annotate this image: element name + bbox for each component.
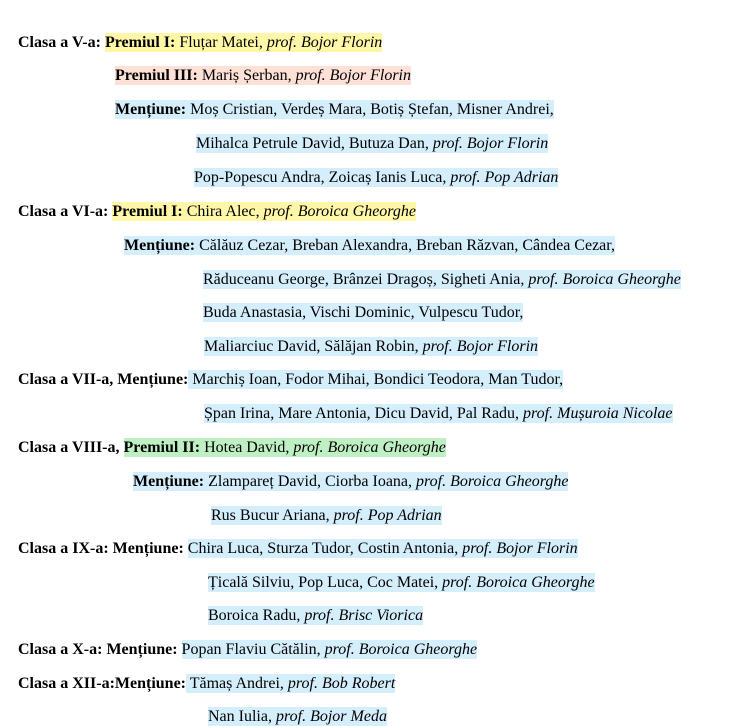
student-names: Călăuz Cezar, Breban Alexandra, Breban Răzvan, Cândea Cezar, bbox=[195, 237, 615, 254]
teacher-name: prof. Boroica Gheorghe bbox=[324, 641, 478, 658]
class-label: Clasa a VIII-a, bbox=[18, 439, 124, 456]
class-label: Clasa a VI-a: bbox=[18, 203, 113, 220]
student-names: Moș Cristian, Verdeș Mara, Botiș Ștefan, Misner Andrei, bbox=[186, 101, 554, 118]
row-continuation bbox=[194, 168, 558, 187]
award-highlight bbox=[203, 270, 681, 289]
row-mentiune-viii bbox=[133, 472, 568, 491]
row-clasa-ix bbox=[18, 539, 578, 558]
award-highlight bbox=[208, 606, 423, 625]
award-highlight bbox=[124, 236, 615, 255]
student-names: Boroica Radu, bbox=[208, 607, 305, 624]
award-highlight bbox=[194, 168, 558, 187]
row-continuation bbox=[204, 404, 673, 423]
teacher-name: prof. Pop Adrian bbox=[450, 169, 559, 186]
award-highlight bbox=[124, 438, 446, 457]
class-label: Clasa a X-a: Mențiune: bbox=[18, 641, 182, 658]
student-names: Rus Bucur Ariana, bbox=[211, 507, 334, 524]
student-names: Tămaș Andrei, bbox=[186, 675, 288, 692]
student-names: Nan Iulia, bbox=[208, 708, 276, 725]
class-label: Clasa a XII-a:Mențiune: bbox=[18, 675, 186, 692]
student-names: Chira Luca, Sturza Tudor, Costin Antonia, bbox=[187, 540, 463, 557]
row-continuation bbox=[203, 303, 523, 322]
award-highlight bbox=[188, 370, 563, 389]
award-highlight bbox=[112, 202, 416, 221]
student-names: Maliarciuc David, Sălăjan Robin, bbox=[204, 338, 423, 355]
award-highlight bbox=[208, 707, 387, 726]
row-continuation bbox=[208, 606, 423, 625]
row-clasa-x bbox=[18, 640, 477, 659]
row-mentiune-v bbox=[115, 100, 554, 119]
student-names: Țicală Silviu, Pop Luca, Coc Matei, bbox=[208, 574, 443, 591]
teacher-name: prof. Bojor Florin bbox=[462, 540, 578, 557]
award-label: Mențiune: bbox=[133, 473, 205, 490]
student-names: Buda Anastasia, Vischi Dominic, Vulpescu Tudor, bbox=[203, 304, 524, 321]
teacher-name: prof. Bojor Florin bbox=[266, 34, 383, 51]
teacher-name: prof. Bojor Florin bbox=[422, 338, 539, 355]
student-names: Pop-Popescu Andra, Zoicaș Ianis Luca, bbox=[194, 169, 451, 186]
teacher-name: prof. Boroica Gheorghe bbox=[416, 473, 569, 490]
class-label: Clasa a V-a: bbox=[18, 34, 105, 51]
student-names: Zlampareț David, Ciorba Ioana, bbox=[204, 473, 417, 490]
award-highlight bbox=[186, 674, 395, 693]
row-clasa-viii bbox=[18, 438, 446, 457]
row-continuation bbox=[203, 270, 681, 289]
teacher-name: prof. Boroica Gheorghe bbox=[442, 574, 595, 591]
teacher-name: prof. Bojor Florin bbox=[295, 67, 411, 84]
student-names: Popan Flaviu Cătălin, bbox=[181, 641, 325, 658]
teacher-name: prof. Mușuroia Nicolae bbox=[523, 405, 673, 422]
award-highlight bbox=[115, 66, 411, 85]
teacher-name: prof. Bojor Florin bbox=[432, 135, 549, 152]
row-continuation bbox=[208, 573, 595, 592]
teacher-name: prof. Bob Robert bbox=[287, 675, 396, 692]
award-highlight bbox=[204, 337, 538, 356]
award-highlight bbox=[196, 134, 548, 153]
row-clasa-vii bbox=[18, 370, 563, 389]
row-mentiune-vi bbox=[124, 236, 615, 255]
award-highlight bbox=[133, 472, 568, 491]
teacher-name: prof. Boroica Gheorghe bbox=[293, 439, 446, 456]
student-names: Răduceanu George, Brânzei Dragoș, Sigheti Ania, bbox=[203, 271, 529, 288]
award-label: Premiul II: bbox=[123, 439, 201, 456]
award-label: Premiul I: bbox=[112, 203, 183, 220]
student-names: Marchiș Ioan, Fodor Mihai, Bondici Teodora, Man Tudor, bbox=[188, 371, 564, 388]
award-label: Premiul III: bbox=[115, 67, 198, 84]
award-highlight bbox=[105, 33, 382, 52]
class-label: Clasa a IX-a: Mențiune: bbox=[18, 540, 188, 557]
teacher-name: prof. Boroica Gheorghe bbox=[263, 203, 417, 220]
teacher-name: prof. Bojor Meda bbox=[275, 708, 387, 725]
award-highlight bbox=[188, 539, 578, 558]
row-clasa-v bbox=[18, 33, 382, 52]
row-clasa-xii bbox=[18, 674, 395, 693]
student-names: Fluțar Matei, bbox=[175, 34, 267, 51]
student-names: Hotea David, bbox=[200, 439, 294, 456]
teacher-name: prof. Pop Adrian bbox=[333, 507, 442, 524]
row-clasa-vi bbox=[18, 202, 416, 221]
teacher-name: prof. Boroica Gheorghe bbox=[528, 271, 681, 288]
student-names: Mihalca Petrule David, Butuza Dan, bbox=[196, 135, 433, 152]
student-names: Chira Alec, bbox=[182, 203, 264, 220]
row-continuation bbox=[211, 506, 442, 525]
award-highlight bbox=[208, 573, 595, 592]
teacher-name: prof. Brisc Viorica bbox=[304, 607, 424, 624]
row-continuation bbox=[196, 134, 548, 153]
row-continuation bbox=[204, 337, 538, 356]
class-label: Clasa a VII-a, Mențiune: bbox=[18, 371, 189, 388]
award-highlight bbox=[182, 640, 478, 659]
award-label: Mențiune: bbox=[115, 101, 187, 118]
award-label: Premiul I: bbox=[104, 34, 176, 51]
award-label: Mențiune: bbox=[124, 237, 196, 254]
award-highlight bbox=[211, 506, 442, 525]
row-continuation bbox=[208, 707, 387, 726]
award-highlight bbox=[203, 303, 523, 322]
student-names: Mariș Șerban, bbox=[197, 67, 296, 84]
award-highlight bbox=[204, 404, 673, 423]
student-names: Șpan Irina, Mare Antonia, Dicu David, Pal Radu, bbox=[204, 405, 524, 422]
award-highlight bbox=[115, 100, 554, 119]
row-premiul-iii bbox=[115, 66, 411, 85]
